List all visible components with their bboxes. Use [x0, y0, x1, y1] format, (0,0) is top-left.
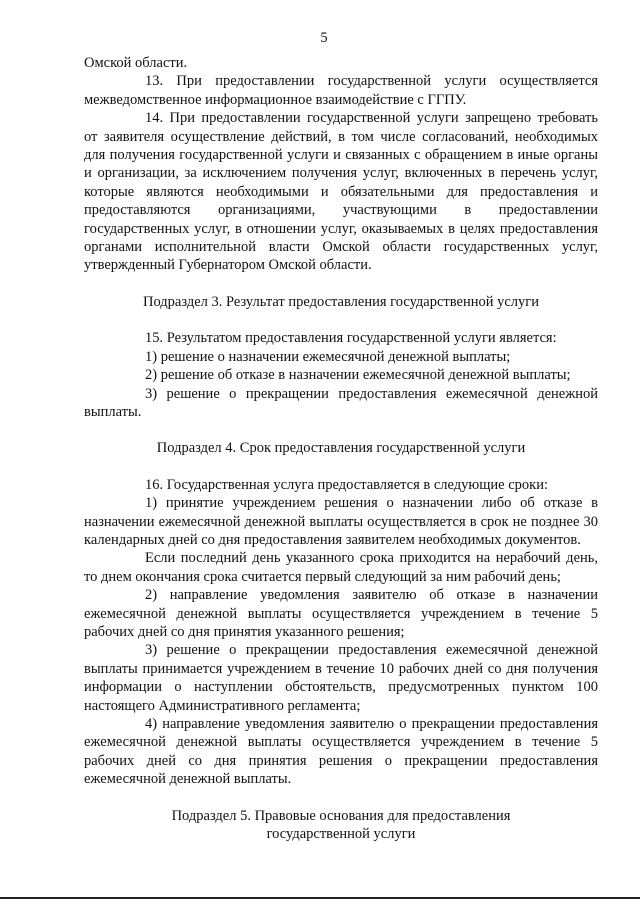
subsection-5-heading-line-1: Подраздел 5. Правовые основания для предоставления: [171, 807, 511, 824]
page-number: 5: [320, 30, 328, 46]
document-body: [84, 54, 598, 843]
paragraph-continuation: Омской области.: [84, 55, 188, 71]
paragraph-13: 13. При предоставлении государственной услуги осуществляется межведомственное информационное взаимодействие с ГГПУ.: [84, 73, 598, 108]
paragraph-16-deadline-note: Если последний день указанного срока приходится на нерабочий день, то днем окончания срока считается первый следующий за ним рабочий день;: [84, 550, 598, 585]
list-item-15-1: 1) решение о назначении ежемесячной денежной выплаты;: [145, 348, 511, 365]
subsection-3-heading: Подраздел 3. Результат предоставления государственной услуги: [143, 293, 539, 310]
subsection-4-heading: Подраздел 4. Срок предоставления государственной услуги: [156, 440, 526, 457]
list-item-16-3: 3) решение о прекращении предоставления ежемесячной денежной выплаты принимается учреждением в течение 10 рабочих дней со дня получения информации о наступлении обстоятельств, предусмотренных пунктом 100 настоящего Административного регламента;: [84, 642, 598, 714]
scan-bottom-edge: [0, 897, 640, 899]
paragraph-16: 16. Государственная услуга предоставляется в следующие сроки:: [145, 476, 548, 493]
paragraph-14: 14. При предоставлении государственной услуги запрещено требовать от заявителя осуществление действий, в том числе согласований, необходимых для получения государственной услуги и связанных с обращением в иные органы и организации, за исключением получения услуг, включенных в перечень услуг, которые являются необходимыми и обязательными для предоставления и предоставляются организациями, участвующими в предоставлении государственных услуг, в отношении услуг, оказываемых в целях предоставления органами исполнительной власти Омской области государственных услуг, утвержденный Губернатором Омской области.: [84, 110, 598, 274]
paragraph-15: 15. Результатом предоставления государственной услуги является:: [145, 330, 557, 347]
list-item-15-2: 2) решение об отказе в назначении ежемесячной денежной выплаты;: [145, 367, 571, 384]
list-item-16-4: 4) направление уведомления заявителю о прекращении предоставления ежемесячной денежной выплаты осуществляется учреждением в течение 5 рабочих дней со дня принятия решения о прекращении предоставления ежемесячной денежной выплаты.: [84, 716, 598, 788]
list-item-16-1: 1) принятие учреждением решения о назначении либо об отказе в назначении ежемесячной денежной выплаты осуществляется в срок не позднее 30 календарных дней со дня предоставления заявителем необходимых документов.: [84, 495, 598, 548]
subsection-5-heading-line-2: государственной услуги: [266, 825, 416, 842]
list-item-16-2: 2) направление уведомления заявителю об отказе в назначении ежемесячной денежной выплаты осуществляется учреждением в течение 5 рабочих дней со дня принятия указанного решения;: [84, 587, 598, 640]
list-item-15-3: 3) решение о прекращении предоставления ежемесячной денежной выплаты.: [84, 385, 598, 420]
